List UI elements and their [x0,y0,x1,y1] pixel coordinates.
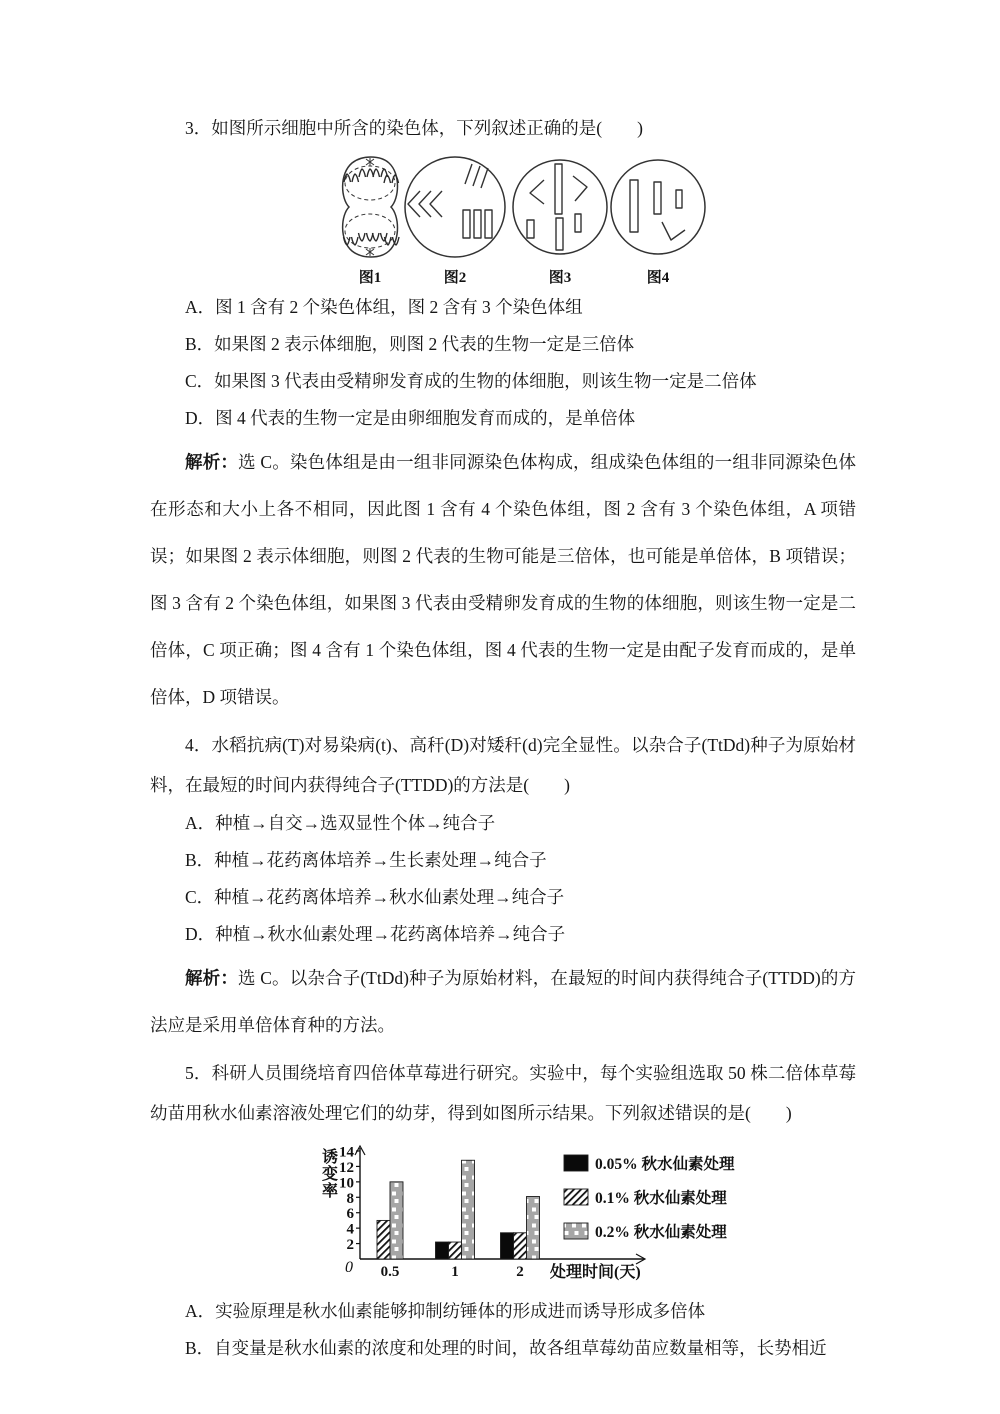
chevron-chromosome [430,191,442,217]
q5-option-b: B．自变量是秋水仙素的浓度和处理的时间，故各组草莓幼苗应数量相等，长势相近 [185,1338,827,1358]
y-tick-label: 4 [346,1221,354,1238]
q4-option-c: C．种植→花药离体培养→秋水仙素处理→纯合子 [185,887,565,907]
bar-chromosome [556,218,563,250]
q3-analysis-text: 选 C。染色体组是由一组非同源染色体构成，组成染色体组的一组非同源染色体在形态和大小上各不相同，因此图 1 含有 4 个染色体组，图 2 含有 3 个染色体组，A 项错误；如果图 2 表示体细胞，则图 2 代表的生物可能是三倍体，也可能是单倍体，B 项错误；图 3 含有 2 个染色体组，如果图 3 代表由受精卵发育成的生物的体细胞，则该生物一定是二倍体，C 项正确；图 4 含有 1 个染色体组，图 4 代表的生物一定是由配子发育而成的，是单倍体，D 项错误。 [150,452,857,707]
q5-bar-chart [310,1141,770,1293]
chromosome-pair [359,169,374,177]
q3-analysis-label: 解析： [185,452,239,472]
q5-option-a: A．实验原理是秋水仙素能够抑制纺锤体的形成进而诱导形成多倍体 [185,1301,706,1321]
legend-swatch [564,1155,588,1171]
bar-chromosome [555,164,562,214]
legend-label: 0.2% 秋水仙素处理 [595,1224,727,1241]
q3-option-a: A．图 1 含有 2 个染色体组，图 2 含有 3 个染色体组 [185,297,583,317]
chart-bar [390,1182,403,1259]
q4-stem: 4．水稻抗病(T)对易染病(t)、高秆(D)对矮秆(d)完全显性。以杂合子(TtDd)种子为原始材料，在最短的时间内获得纯合子(TTDD)的方法是( ) [150,735,856,795]
y-axis-title: 变 [321,1166,339,1183]
q4-option-b: B．种植→花药离体培养→生长素处理→纯合子 [185,850,547,870]
cell-figure-3 [513,160,607,254]
y-tick-label: 14 [339,1144,354,1161]
figure-3-label: 图3 [548,270,572,286]
chart-bar [377,1220,390,1259]
chromosome-pair [373,169,388,177]
worksheet-page [150,0,856,1367]
y-tick-label: 6 [346,1206,354,1223]
x-tick-label: 0.5 [380,1264,400,1280]
spindle-bottom [345,214,395,248]
q3-option-c: C．如果图 3 代表由受精卵发育成的生物的体细胞，则该生物一定是二倍体 [185,371,757,391]
y-tick-label: 8 [346,1190,354,1207]
bar-chromosome [630,180,638,232]
x-tick-label: 1 [451,1264,459,1280]
q4-option-a: A．种植→自交→选双显性个体→纯合子 [185,813,496,833]
figure-4-label: 图4 [646,270,670,286]
rod-chromosomes-diagonal [465,164,488,188]
bar-chromosome [463,210,470,238]
q3-option-d: D．图 4 代表的生物一定是由卵细胞发育而成的，是单倍体 [185,408,636,428]
figure-2-label: 图2 [443,270,467,286]
cell-figure-2 [405,157,505,257]
legend-swatch [564,1189,588,1205]
q3-cell-figures [320,154,720,289]
chart-bar [514,1233,527,1259]
q5-stem: 5．科研人员围绕培育四倍体草莓进行研究。实验中，每个实验组选取 50 株二倍体草莓幼苗用秋水仙素溶液处理它们的幼芽，得到如图所示结果。下列叙述错误的是( ) [150,1063,856,1123]
chart-bar [462,1160,475,1259]
bent-chromosome [662,222,685,240]
figure-1-label: 图1 [358,270,382,286]
y-tick-label: 12 [339,1159,354,1176]
y-tick-label: 10 [339,1175,354,1192]
q4-analysis-label: 解析： [185,968,238,988]
legend-label: 0.1% 秋水仙素处理 [595,1190,727,1207]
x-tick-label: 2 [516,1264,524,1280]
y-tick-label: 2 [346,1237,354,1254]
chevron-chromosome [573,176,587,201]
chart-bar [449,1242,462,1259]
chevron-chromosome [419,191,431,217]
chart-bar [501,1233,514,1259]
figure-labels [359,268,670,286]
legend-swatch [564,1223,588,1239]
bar-chromosome [474,210,481,238]
q3-option-b: B．如果图 2 表示体细胞，则图 2 代表的生物一定是三倍体 [185,334,635,354]
y-axis-title: 率 [321,1183,339,1200]
bar-chromosome [575,214,581,232]
bar-chromosome [654,182,661,214]
x-axis-title: 处理时间(天) [550,1264,641,1281]
q4-analysis-text: 选 C。以杂合子(TtDd)种子为原始材料，在最短的时间内获得纯合子(TTDD)的方法应是采用单倍体育种的方法。 [150,968,857,1035]
cell-figure-1 [343,157,399,257]
y-axis-origin-label: 0 [345,1259,353,1276]
q4-analysis [150,955,856,1049]
bar-chromosome [676,190,682,208]
bar-chromosome [485,210,492,238]
chromosome-pair [359,233,374,241]
cell-figure-4 [611,160,705,254]
q3-stem: 3．如图所示细胞中所含的染色体，下列叙述正确的是( ) [185,118,643,138]
spindle-pole-top [366,158,374,166]
q4-option-d: D．种植→秋水仙素处理→花药离体培养→纯合子 [185,924,566,944]
bar-chromosome [527,220,534,238]
chart-content [322,1145,735,1282]
y-axis-title: 诱 [321,1149,339,1166]
spindle-pole-bottom [366,248,374,256]
chevron-chromosome [530,180,544,204]
chart-bar [527,1197,540,1259]
chart-bar [436,1242,449,1259]
q3-analysis [150,439,856,721]
cell-outline [405,157,505,257]
spindle-top [345,166,395,200]
legend-label: 0.05% 秋水仙素处理 [595,1156,735,1173]
chevron-chromosome [408,191,420,217]
